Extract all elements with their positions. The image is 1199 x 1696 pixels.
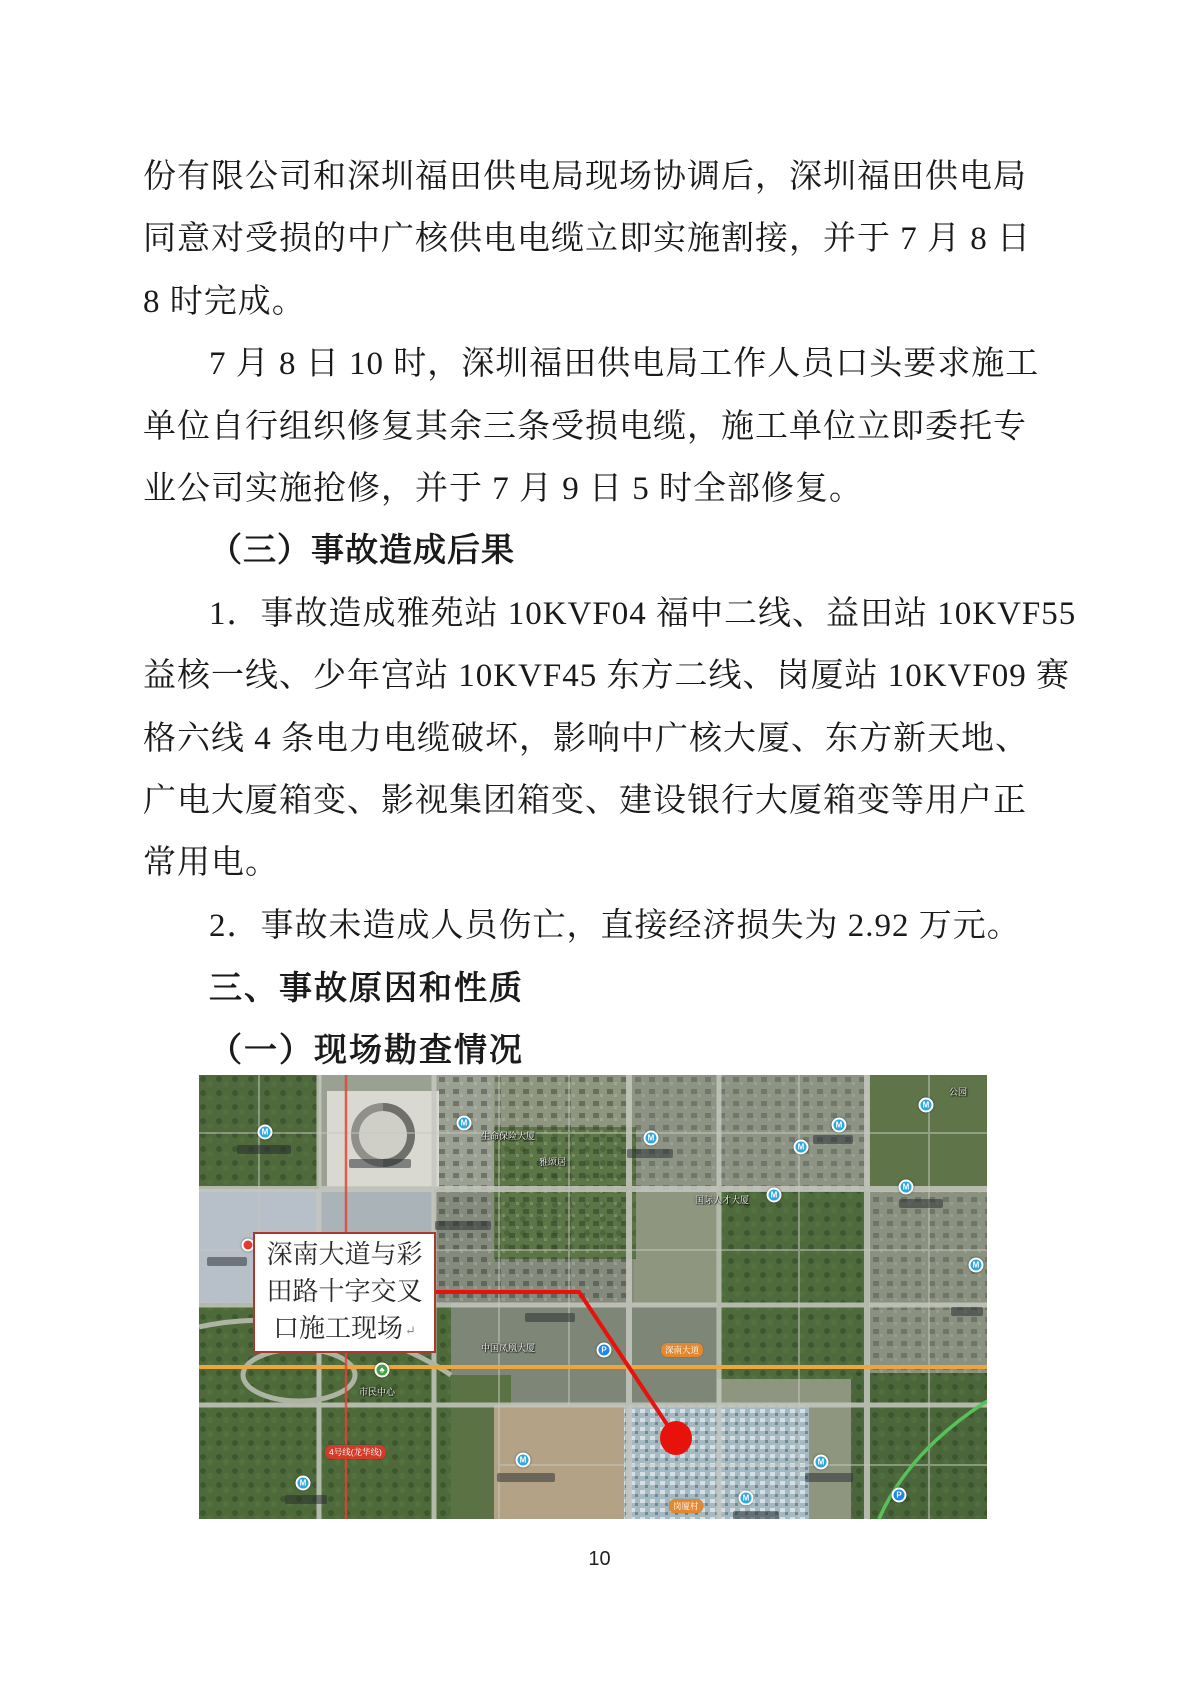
icon-glyph: M: [770, 1190, 778, 1200]
metro-station-icon: [969, 1258, 984, 1273]
document-line: 常用电。: [143, 845, 279, 882]
parking-icon: [597, 1343, 612, 1358]
page-number: 10: [588, 1548, 611, 1570]
map-place-label: 市民中心: [359, 1387, 396, 1397]
document-line: 2．事故未造成人员伤亡，直接经济损失为 2.92 万元。: [209, 907, 1021, 944]
metro-station-icon: [296, 1476, 311, 1491]
parking-icon: [892, 1488, 907, 1503]
document-line: 业公司实施抢修，并于 7 月 9 日 5 时全部修复。: [143, 470, 863, 507]
metro-station-icon: [814, 1455, 829, 1470]
map-blurred-label: [207, 1257, 247, 1266]
icon-glyph: M: [835, 1120, 843, 1130]
map-blurred-label: [525, 1313, 575, 1322]
icon-glyph: ♣: [379, 1365, 385, 1375]
site-map-figure: [199, 1075, 987, 1519]
return-mark: ↵: [405, 1323, 416, 1339]
map-place-label: 国际人才大厦: [695, 1195, 750, 1205]
map-blurred-label: [349, 1159, 411, 1168]
icon-glyph: M: [261, 1127, 269, 1137]
icon-glyph: M: [299, 1478, 307, 1488]
document-line: 同意对受损的中广核供电电缆立即实施割接，并于 7 月 8 日: [143, 221, 1031, 258]
map-road-label: 岗厦村: [669, 1499, 703, 1513]
map-place-label: 公园: [949, 1087, 968, 1097]
map-blurred-label: [435, 1221, 491, 1230]
callout-line-text: 口施工现场: [273, 1313, 404, 1343]
map-place-label: 中国凤凰大厦: [481, 1343, 536, 1353]
map-place-label: 生命保险大厦: [481, 1131, 536, 1141]
metro-station-icon: [457, 1116, 472, 1131]
callout-line: [255, 1310, 434, 1350]
callout-line: 田路十字交叉: [266, 1276, 423, 1306]
document-line: 份有限公司和深圳福田供电局现场协调后，深圳福田供电局: [143, 159, 1027, 195]
metro-station-icon: [794, 1140, 809, 1155]
document-text: [143, 146, 1077, 1082]
map-blurred-label: [237, 1145, 291, 1154]
document-line: 单位自行组织修复其余三条受损电缆，施工单位立即委托专: [143, 408, 1027, 445]
document-line: （三）事故造成后果: [209, 533, 515, 570]
icon-glyph: P: [601, 1345, 607, 1355]
document-line: 广电大厦箱变、影视集团箱变、建设银行大厦箱变等用户正: [143, 782, 1027, 819]
metro-station-icon: [899, 1180, 914, 1195]
poi-icon: [375, 1363, 390, 1378]
icon-glyph: M: [922, 1100, 930, 1110]
map-blurred-label: [733, 1511, 779, 1519]
icon-glyph: M: [817, 1457, 825, 1467]
map-place-label: 雅颂居: [539, 1157, 567, 1167]
icon-glyph: M: [647, 1133, 655, 1143]
icon-glyph: M: [902, 1182, 910, 1192]
map-road-label: 深南大道: [661, 1343, 703, 1357]
document-line: 1．事故造成雅苑站 10KVF04 福中二线、益田站 10KVF55: [209, 595, 1077, 632]
document-line: 三、事故原因和性质: [209, 969, 524, 1007]
map-blurred-label: [497, 1473, 555, 1482]
metro-station-icon: [919, 1098, 934, 1113]
document-line: （一）现场勘查情况: [209, 1031, 524, 1069]
icon-glyph: M: [797, 1142, 805, 1152]
icon-glyph: M: [972, 1260, 980, 1270]
map-blurred-label: [899, 1199, 943, 1208]
document-line: 益核一线、少年宫站 10KVF45 东方二线、岗厦站 10KVF09 赛: [143, 658, 1071, 695]
icon-glyph: M: [742, 1493, 750, 1503]
metro-station-icon: [739, 1491, 754, 1506]
metro-station-icon: [644, 1131, 659, 1146]
map-blurred-label: [285, 1495, 327, 1504]
document-line: 格六线 4 条电力电缆破坏，影响中广核大厦、东方新天地、: [143, 720, 1029, 757]
map-blurred-label: [627, 1149, 673, 1158]
map-blurred-label: [805, 1473, 853, 1482]
icon-glyph: P: [896, 1490, 902, 1500]
document-line: 7 月 8 日 10 时，深圳福田供电局工作人员口头要求施工: [209, 346, 1040, 383]
icon-glyph: M: [460, 1118, 468, 1128]
document-line: 8 时完成。: [143, 283, 306, 320]
map-blurred-label: [951, 1307, 983, 1316]
map-blurred-label: [813, 1135, 853, 1144]
callout-line: 深南大道与彩: [266, 1239, 423, 1269]
metro-station-icon: [832, 1118, 847, 1133]
map-callout: [253, 1232, 436, 1353]
map-road-label: 4号线(龙华线): [325, 1445, 386, 1459]
metro-station-icon: [258, 1125, 273, 1140]
metro-station-icon: [767, 1188, 782, 1203]
icon-glyph: M: [519, 1455, 527, 1465]
metro-station-icon: [516, 1453, 531, 1468]
